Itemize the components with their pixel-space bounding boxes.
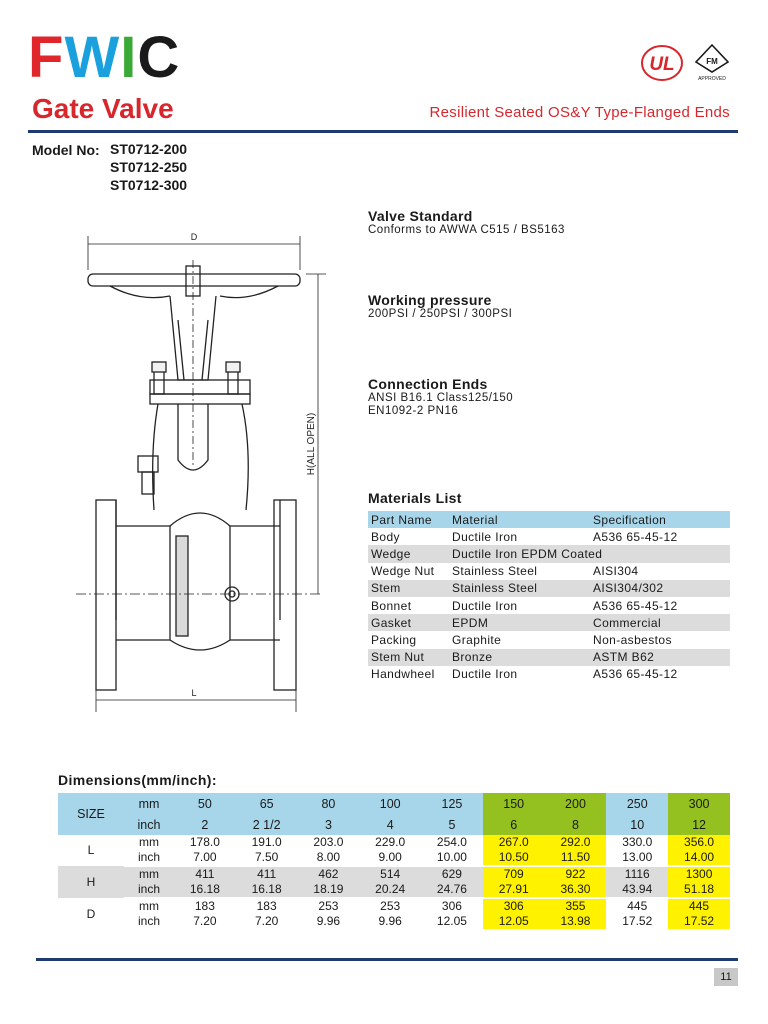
dimension-value: 629: [421, 866, 483, 882]
dimension-label: H: [58, 866, 124, 898]
dimension-value: 51.18: [668, 882, 730, 898]
material: EPDM: [449, 614, 590, 631]
table-row: [368, 631, 730, 648]
dimension-label-l: L: [191, 688, 197, 698]
dimension-value: 462: [298, 866, 360, 882]
unit-label: mm: [139, 835, 159, 849]
part-name: Bonnet: [371, 598, 412, 613]
size-inch: 4: [359, 814, 421, 835]
unit-label: inch: [124, 850, 174, 866]
specification: A536 65-45-12: [593, 667, 678, 682]
unit-label: mm: [124, 866, 174, 882]
dimension-value: 17.52: [668, 914, 730, 930]
size-mm: 50: [174, 793, 236, 814]
column-header: Material: [449, 511, 590, 528]
size-inch: 3: [298, 814, 360, 835]
ul-certification-icon: [640, 44, 684, 82]
logo-letter-i: I: [120, 25, 138, 90]
header-rule: [28, 130, 738, 133]
materials-table: [368, 511, 730, 683]
spec-value: 200PSI / 250PSI / 300PSI: [368, 308, 513, 320]
dimension-value: 13.98: [545, 914, 607, 930]
dimension-value: 14.00: [668, 850, 730, 866]
dimension-row-mm: [58, 835, 730, 850]
dimension-value: 20.24: [359, 882, 421, 898]
model-number: ST0712-300: [110, 177, 188, 193]
brand-logo: [28, 25, 181, 90]
size-mm-row: [58, 793, 730, 814]
dimensions-title: Dimensions(mm/inch):: [58, 772, 217, 788]
spec-valve-standard: [368, 208, 565, 237]
specification: A536 65-45-12: [593, 529, 678, 544]
dimension-value: 16.18: [174, 882, 236, 898]
size-inch: 12: [668, 814, 730, 835]
dimension-value: 355: [545, 898, 607, 914]
dimension-value: 445: [668, 898, 730, 914]
dimension-value: 253: [380, 899, 401, 913]
dimension-value: 12.05: [483, 914, 545, 930]
spec-value: EN1092-2 PN16: [368, 405, 459, 417]
dimension-label-d: D: [190, 232, 198, 242]
size-inch: 6: [483, 814, 545, 835]
dimension-value: 709: [483, 866, 545, 882]
table-row: [368, 666, 730, 683]
table-row: [368, 649, 730, 666]
page-title: Gate Valve: [32, 93, 174, 124]
dimension-value: 191.0: [251, 835, 282, 849]
gate-valve-drawing: [70, 230, 332, 720]
logo-letter-c: C: [137, 25, 181, 90]
size-inch-row: [58, 814, 730, 835]
dimension-value: 411: [236, 866, 298, 882]
dimension-value: 330.0: [622, 835, 653, 849]
model-label: Model No:: [32, 142, 100, 158]
dimension-value: 9.00: [359, 850, 421, 866]
logo-letter-w: W: [64, 25, 121, 90]
dimension-value: 10.00: [421, 850, 483, 866]
unit-label: mm: [139, 899, 159, 913]
spec-value: Conforms to AWWA C515 / BS5163: [368, 224, 565, 236]
unit-label: inch: [124, 882, 174, 898]
model-number: ST0712-250: [110, 159, 188, 175]
dimension-value: 254.0: [436, 835, 467, 849]
dimension-value: 306: [483, 898, 545, 914]
dimension-value: 292.0: [545, 835, 607, 850]
logo-letter-f: F: [28, 25, 65, 90]
table-row: [368, 597, 730, 614]
size-inch: 5: [421, 814, 483, 835]
dimension-value: 13.00: [606, 850, 668, 866]
dimension-value: 7.20: [174, 914, 236, 930]
dimension-value: 7.50: [236, 850, 298, 866]
unit-label: mm: [124, 793, 174, 814]
dimension-value: 183: [194, 899, 215, 913]
dimension-value: 10.50: [483, 850, 545, 866]
part-name: Wedge Nut: [371, 564, 435, 579]
dimension-value: 18.19: [298, 882, 360, 898]
dimension-value: 922: [545, 866, 607, 882]
size-mm: 125: [421, 793, 483, 814]
table-row: [368, 528, 730, 545]
spec-value: ANSI B16.1 Class125/150: [368, 392, 514, 404]
dimensions-table: [58, 793, 730, 931]
material: Ductile Iron: [452, 667, 518, 682]
material: Bronze: [449, 649, 590, 666]
dimension-value: 9.96: [359, 914, 421, 930]
size-mm: 150: [483, 793, 545, 814]
size-mm: 65: [236, 793, 298, 814]
page-number: 11: [714, 968, 738, 986]
size-mm: 300: [668, 793, 730, 814]
dimension-value: 24.76: [421, 882, 483, 898]
dimension-value: 27.91: [483, 882, 545, 898]
dimension-value: 1116: [606, 866, 668, 882]
size-label: SIZE: [58, 793, 124, 835]
spec-working-pressure: [368, 292, 512, 321]
model-numbers: [110, 140, 187, 194]
dimension-value: 1300: [668, 866, 730, 882]
material: Stainless Steel: [452, 564, 538, 579]
dimension-value: 12.05: [421, 914, 483, 930]
dimension-value: 445: [627, 899, 648, 913]
fm-approved-icon: [692, 42, 732, 82]
size-mm: 80: [298, 793, 360, 814]
dimension-row-inch: [58, 850, 730, 866]
specification: Non-asbestos: [593, 632, 672, 647]
dimension-row-mm: [58, 898, 730, 914]
specification: AISI304/302: [590, 580, 730, 597]
table-row: [368, 563, 730, 580]
dimension-value: 36.30: [545, 882, 607, 898]
part-name: Body: [371, 529, 400, 544]
materials-title: Materials List: [368, 490, 462, 506]
specification: A536 65-45-12: [593, 598, 678, 613]
dimension-row-inch: [58, 914, 730, 930]
size-mm: 100: [359, 793, 421, 814]
dimension-value: 16.18: [236, 882, 298, 898]
dimension-value: 178.0: [189, 835, 220, 849]
dimension-value: 7.00: [174, 850, 236, 866]
dimension-label: D: [86, 906, 96, 921]
part-name: Wedge: [368, 545, 449, 562]
page-subtitle: Resilient Seated OS&Y Type-Flanged Ends: [429, 104, 730, 121]
dimension-row-mm: [58, 866, 730, 882]
size-inch: 10: [606, 814, 668, 835]
table-row: [368, 580, 730, 597]
dimension-row-inch: [58, 882, 730, 898]
size-inch: 2: [174, 814, 236, 835]
specification: AISI304: [593, 564, 639, 579]
ul-mark-text: UL: [649, 54, 675, 75]
material: Stainless Steel: [449, 580, 590, 597]
size-mm: 200: [545, 793, 607, 814]
model-number: ST0712-200: [110, 141, 188, 157]
table-header-row: [368, 511, 730, 528]
material: Ductile Iron EPDM Coated: [449, 545, 730, 562]
size-inch: 2 1/2: [236, 814, 298, 835]
dimension-value: 43.94: [606, 882, 668, 898]
size-mm: 250: [606, 793, 668, 814]
dimension-value: 253: [318, 899, 339, 913]
specification: ASTM B62: [590, 649, 730, 666]
dimension-value: 9.96: [298, 914, 360, 930]
spec-heading: Valve Standard: [368, 208, 473, 224]
part-name: Gasket: [368, 614, 449, 631]
material: Ductile Iron: [452, 598, 518, 613]
unit-label: inch: [124, 814, 174, 835]
unit-label: inch: [124, 914, 174, 930]
dimension-value: 203.0: [313, 835, 344, 849]
specification: Commercial: [590, 614, 730, 631]
dimension-value: 7.20: [236, 914, 298, 930]
spec-heading: Connection Ends: [368, 376, 488, 392]
part-name: Stem: [368, 580, 449, 597]
spec-connection-ends: [368, 376, 513, 418]
size-inch: 8: [545, 814, 607, 835]
fm-mark-sub: APPROVED: [698, 76, 726, 82]
material: Graphite: [452, 632, 502, 647]
part-name: Handwheel: [371, 667, 435, 682]
spec-heading: Working pressure: [368, 292, 492, 308]
dimension-label-h: H(ALL OPEN): [306, 412, 317, 476]
column-header: Specification: [590, 511, 730, 528]
dimension-value: 306: [441, 899, 462, 913]
dimension-value: 267.0: [483, 835, 545, 850]
table-row: [368, 545, 730, 562]
part-name: Packing: [371, 632, 417, 647]
footer-rule: [36, 958, 738, 961]
dimension-value: 411: [174, 866, 236, 882]
dimension-value: 183: [256, 899, 277, 913]
fm-mark-text: FM: [706, 57, 718, 66]
table-row: [368, 614, 730, 631]
dimension-value: 229.0: [375, 835, 406, 849]
column-header: Part Name: [368, 511, 449, 528]
dimension-value: 8.00: [298, 850, 360, 866]
dimension-value: 356.0: [668, 835, 730, 850]
dimension-value: 514: [359, 866, 421, 882]
dimension-value: 11.50: [545, 850, 607, 866]
part-name: Stem Nut: [368, 649, 449, 666]
dimension-label: L: [87, 843, 95, 857]
material: Ductile Iron: [452, 529, 518, 544]
dimension-value: 17.52: [606, 914, 668, 930]
